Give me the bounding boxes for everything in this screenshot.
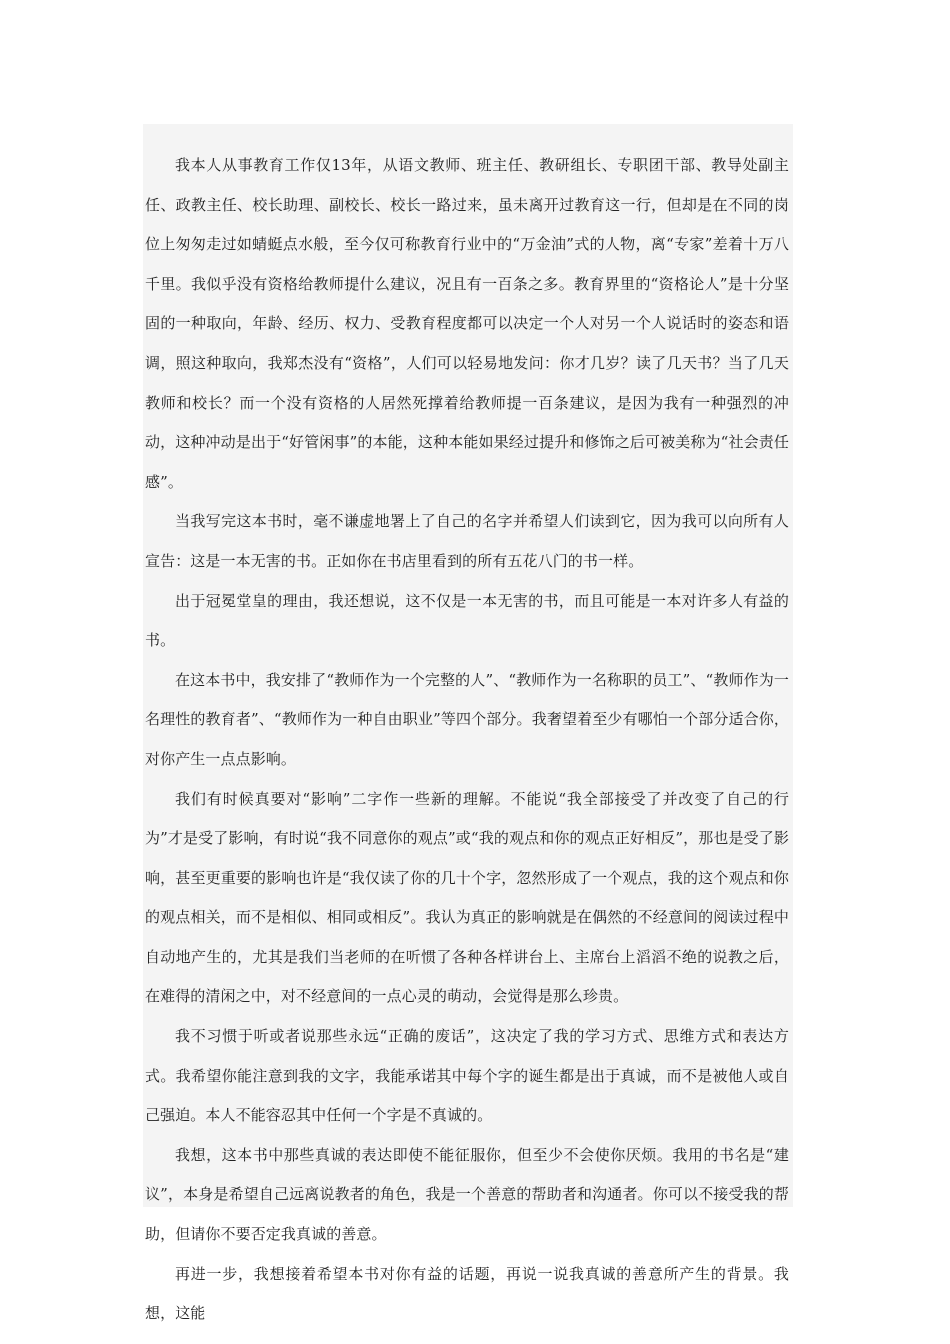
document-body (145, 146, 789, 1334)
paragraph-3: 出于冠冕堂皇的理由，我还想说，这不仅是一本无害的书，而且可能是一本对许多人有益的书。 (145, 591, 789, 650)
document-panel (143, 124, 793, 1323)
paragraph-2: 当我写完这本书时，毫不谦虚地署上了自己的名字并希望人们读到它，因为我可以向所有人宣告：这是一本无害的书。正如你在书店里看到的所有五花八门的书一样。 (145, 512, 789, 570)
paragraph-7: 我想，这本书中那些真诚的表达即使不能征服你，但至少不会使你厌烦。我用的书名是“建议”，本身是希望自己远离说教者的角色，我是一个善意的帮助者和沟通者。你可以不接受我的帮助，但请你不要否定我真诚的善意。 (145, 1145, 789, 1244)
paragraph-1: 我本人从事教育工作仅13年，从语文教师、班主任、教研组长、专职团干部、教导处副主任、政教主任、校长助理、副校长、校长一路过来，虽未离开过教育这一行，但却是在不同的岗位上匆匆走过如蜻蜓点水般，至今仅可称教育行业中的“万金油”式的人物，离“专家”差着十万八千里。我似乎没有资格给教师提什么建议，况且有一百条之多。教育界里的“资格论人”是十分坚固的一种取向，年龄、经历、权力、受教育程度都可以决定一个人对另一个人说话时的姿态和语调，照这种取向，我郑杰没有“资格”，人们可以轻易地发问：你才几岁？读了几天书？当了几天教师和校长？而一个没有资格的人居然死撑着给教师提一百条建议，是因为我有一种强烈的冲动，这种冲动是出于“好管闲事”的本能，这种本能如果经过提升和修饰之后可被美称为“社会责任感”。 (145, 156, 789, 491)
paragraph-6: 我不习惯于听或者说那些永远“正确的废话”，这决定了我的学习方式、思维方式和表达方式。我希望你能注意到我的文字，我能承诺其中每个字的诞生都是出于真诚，而不是被他人或自己强迫。本人不能容忍其中任何一个字是不真诚的。 (145, 1027, 789, 1125)
paragraph-5: 我们有时候真要对“影响”二字作一些新的理解。不能说“我全部接受了并改变了自己的行为”才是受了影响，有时说“我不同意你的观点”或“我的观点和你的观点正好相反”，那也是受了影响，甚至更重要的影响也许是“我仅读了你的几十个字，忽然形成了一个观点，我的这个观点和你的观点相关，而不是相似、相同或相反”。我认为真正的影响就是在偶然的不经意间的阅读过程中自动地产生的，尤其是我们当老师的在听惯了各种各样讲台上、主席台上滔滔不绝的说教之后，在难得的清闲之中，对不经意间的一点心灵的萌动，会觉得是那么珍贵。 (145, 789, 789, 1006)
paragraph-4: 在这本书中，我安排了“教师作为一个完整的人”、“教师作为一名称职的员工”、“教师作为一名理性的教育者”、“教师作为一种自由职业”等四个部分。我奢望着至少有哪怕一个部分适合你，对你产生一点点影响。 (145, 670, 789, 768)
paragraph-8: 再进一步，我想接着希望本书对你有益的话题，再说一说我真诚的善意所产生的背景。我想，这能 (145, 1264, 789, 1323)
